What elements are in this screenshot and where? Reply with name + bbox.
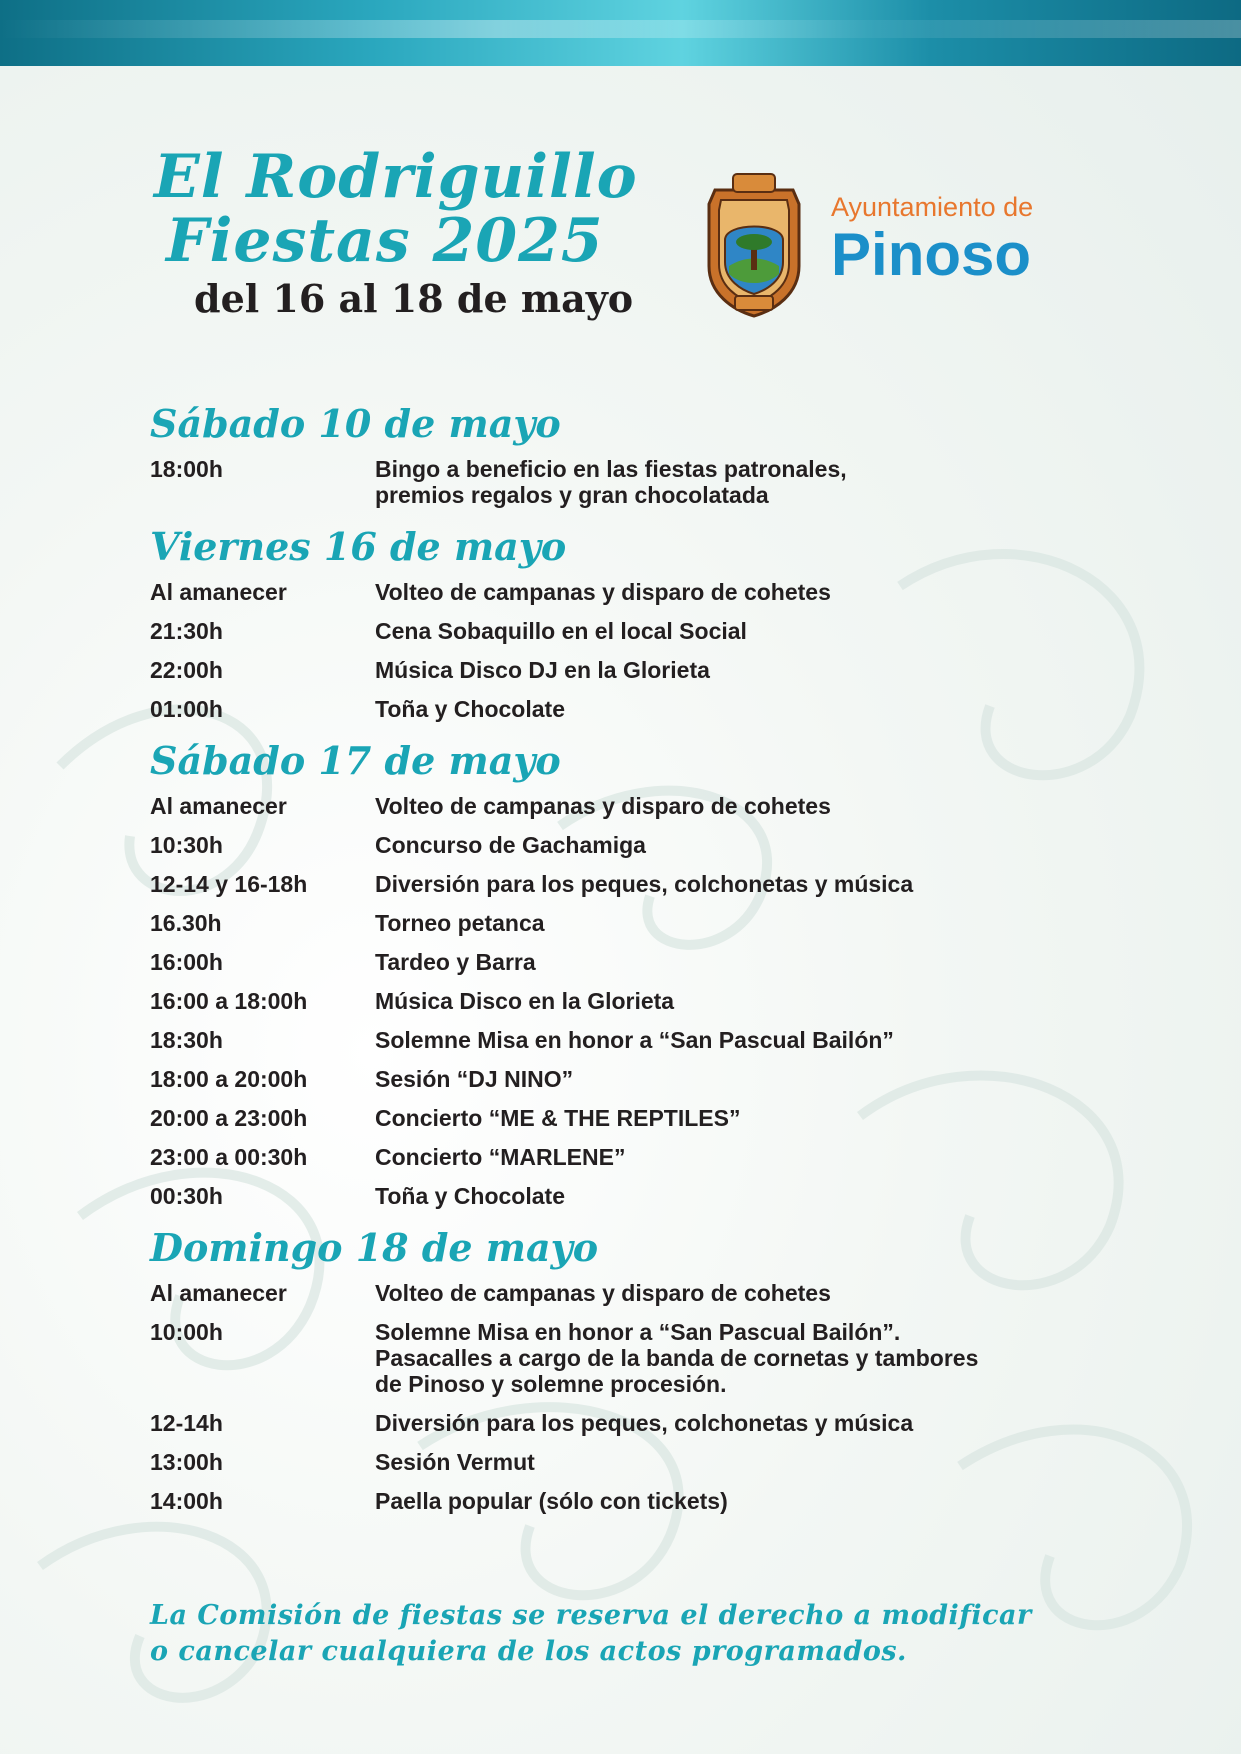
event-description: Concierto “MARLENE”	[375, 1144, 626, 1170]
event-description: Torneo petanca	[375, 910, 545, 936]
event-row	[150, 1319, 1110, 1397]
event-row	[150, 832, 1110, 858]
event-row	[150, 871, 1110, 897]
event-row	[150, 793, 1110, 819]
event-row	[150, 1410, 1110, 1436]
event-time: 18:00h	[150, 456, 223, 482]
event-time: 14:00h	[150, 1488, 223, 1514]
event-time: Al amanecer	[150, 793, 287, 819]
coat-of-arms-icon	[695, 170, 813, 318]
event-time: Al amanecer	[150, 579, 287, 605]
event-time: 16:00 a 18:00h	[150, 988, 308, 1014]
day-title: Viernes 16 de mayo	[150, 524, 567, 569]
event-row	[150, 988, 1110, 1014]
event-row	[150, 949, 1110, 975]
event-row	[150, 1488, 1110, 1514]
event-row	[150, 1144, 1110, 1170]
event-time: 00:30h	[150, 1183, 223, 1209]
event-time: 12-14 y 16-18h	[150, 871, 308, 897]
event-row	[150, 1449, 1110, 1475]
event-description: Toña y Chocolate	[375, 696, 565, 722]
event-time: Al amanecer	[150, 1280, 287, 1306]
footer-line: La Comisión de fiestas se reserva el derecho a modificar	[150, 1600, 1032, 1631]
event-description: Toña y Chocolate	[375, 1183, 565, 1209]
day-section	[150, 735, 1110, 1209]
event-row	[150, 456, 1110, 508]
event-description: Volteo de campanas y disparo de cohetes	[375, 793, 831, 819]
event-description: Bingo a beneficio en las fiestas patronales, premios regalos y gran chocolatada	[375, 456, 847, 508]
event-title: El Rodriguillo	[154, 142, 638, 212]
event-description: Solemne Misa en honor a “San Pascual Bailón”. Pasacalles a cargo de la banda de cornetas y tambores de Pinoso y solemne procesión.	[375, 1319, 979, 1397]
event-row	[150, 1066, 1110, 1092]
day-title: Sábado 17 de mayo	[150, 738, 561, 783]
event-description: Paella popular (sólo con tickets)	[375, 1488, 728, 1514]
event-description: Concurso de Gachamiga	[375, 832, 646, 858]
event-time: 23:00 a 00:30h	[150, 1144, 308, 1170]
event-time: 18:00 a 20:00h	[150, 1066, 308, 1092]
event-time: 22:00h	[150, 657, 223, 683]
event-row	[150, 910, 1110, 936]
event-description: Diversión para los peques, colchonetas y música	[375, 871, 914, 897]
event-time: 16.30h	[150, 910, 222, 936]
logo-town-name: Pinoso	[831, 221, 1032, 288]
footer-line: o cancelar cualquiera de los actos programados.	[150, 1636, 907, 1667]
event-row	[150, 579, 1110, 605]
event-description: Solemne Misa en honor a “San Pascual Bailón”	[375, 1027, 894, 1053]
event-row	[150, 1105, 1110, 1131]
event-time: 16:00h	[150, 949, 223, 975]
event-row	[150, 1183, 1110, 1209]
event-title-block	[150, 142, 638, 322]
event-row	[150, 1280, 1110, 1306]
event-description: Música Disco DJ en la Glorieta	[375, 657, 710, 683]
event-description: Volteo de campanas y disparo de cohetes	[375, 579, 831, 605]
event-description: Sesión Vermut	[375, 1449, 535, 1475]
event-dates: del 16 al 18 de mayo	[194, 276, 634, 321]
event-row	[150, 1027, 1110, 1053]
event-time: 10:00h	[150, 1319, 223, 1345]
event-year-title: Fiestas 2025	[166, 206, 604, 276]
footer-disclaimer	[150, 1598, 1050, 1670]
day-section	[150, 398, 1110, 508]
schedule	[150, 398, 1110, 1527]
event-description: Volteo de campanas y disparo de cohetes	[375, 1280, 831, 1306]
ayuntamiento-logo	[695, 170, 1075, 320]
event-description: Música Disco en la Glorieta	[375, 988, 675, 1014]
event-description: Diversión para los peques, colchonetas y música	[375, 1410, 914, 1436]
event-time: 20:00 a 23:00h	[150, 1105, 308, 1131]
logo-subtitle: Ayuntamiento de	[831, 192, 1034, 222]
event-time: 10:30h	[150, 832, 223, 858]
top-decorative-band	[0, 0, 1241, 66]
event-time: 21:30h	[150, 618, 223, 644]
event-time: 18:30h	[150, 1027, 223, 1053]
event-time: 13:00h	[150, 1449, 223, 1475]
event-row	[150, 696, 1110, 722]
day-section	[150, 1222, 1110, 1514]
event-time: 01:00h	[150, 696, 223, 722]
event-row	[150, 618, 1110, 644]
event-description: Sesión “DJ NINO”	[375, 1066, 574, 1092]
event-description: Concierto “ME & THE REPTILES”	[375, 1105, 741, 1131]
event-time: 12-14h	[150, 1410, 223, 1436]
day-section	[150, 521, 1110, 722]
day-title: Domingo 18 de mayo	[150, 1225, 599, 1270]
event-description: Tardeo y Barra	[375, 949, 536, 975]
event-row	[150, 657, 1110, 683]
day-title: Sábado 10 de mayo	[150, 401, 561, 446]
event-description: Cena Sobaquillo en el local Social	[375, 618, 747, 644]
